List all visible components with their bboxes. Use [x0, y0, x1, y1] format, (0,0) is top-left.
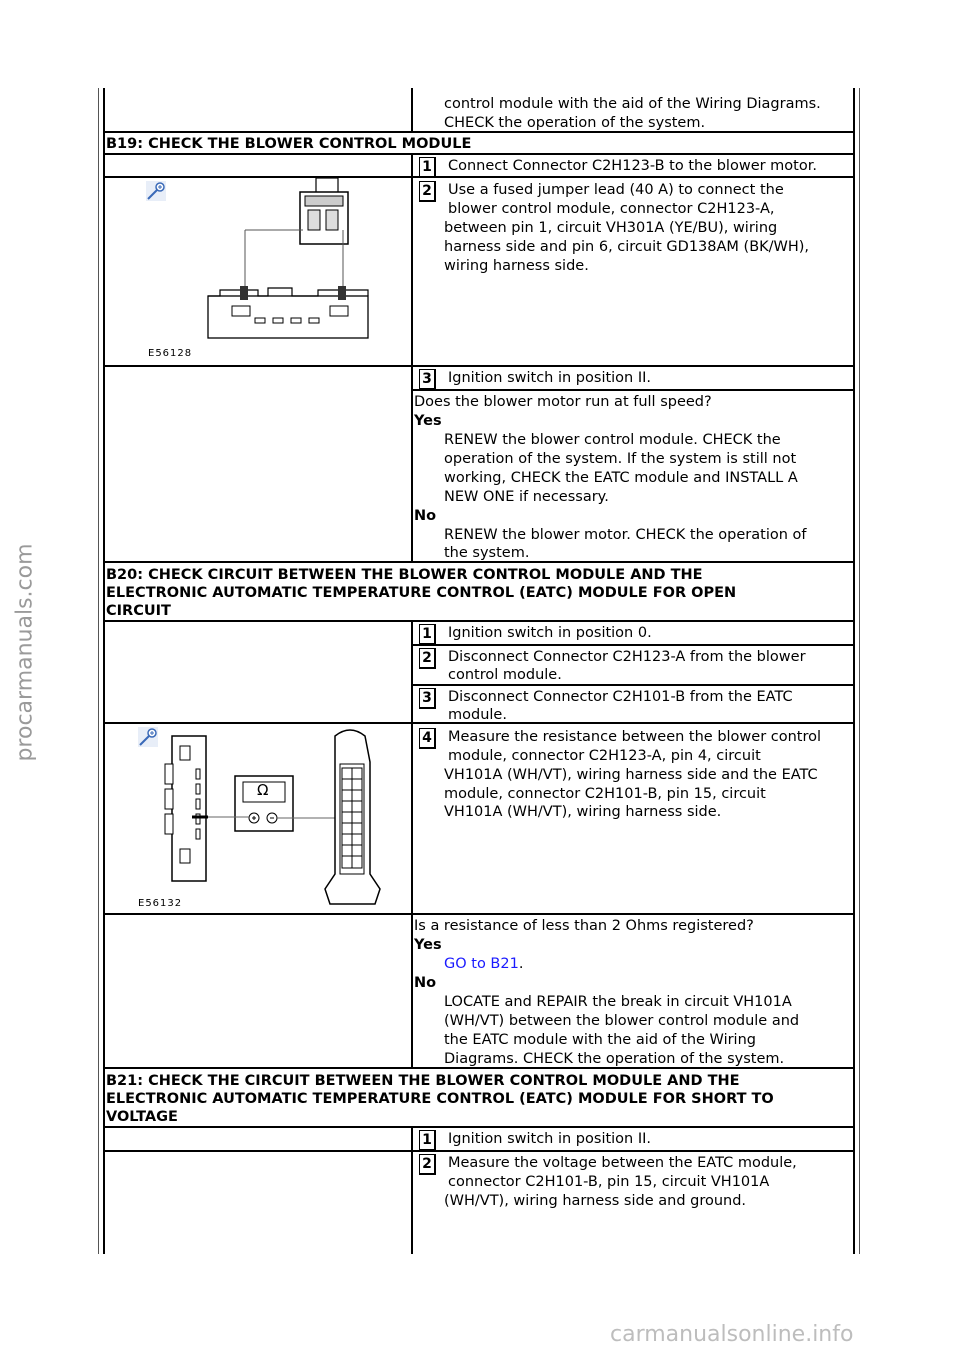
right-border	[853, 88, 855, 1254]
step-number: 1	[419, 157, 436, 178]
answer-text: working, CHECK the EATC module and INSTALL A	[444, 470, 798, 486]
left-margin-line	[98, 88, 99, 1254]
step-text: control module.	[448, 667, 562, 683]
step-text: Connect Connector C2H123-B to the blower motor.	[448, 158, 817, 174]
step-text: Disconnect Connector C2H123-A from the blower	[448, 649, 806, 665]
answer-text: (WH/VT) between the blower control module and	[444, 1013, 800, 1029]
rule	[104, 1126, 854, 1128]
step-text: wiring harness side.	[444, 258, 589, 274]
step-text: Measure the voltage between the EATC module,	[448, 1155, 797, 1171]
yes-label: Yes	[414, 937, 442, 953]
no-label: No	[414, 508, 437, 524]
figure-jumper-connector	[140, 178, 400, 363]
step-number: 4	[419, 728, 436, 749]
answer-text: the system.	[444, 545, 530, 561]
text-line: CHECK the operation of the system.	[444, 115, 706, 131]
ohm-symbol: Ω	[257, 781, 269, 799]
section-heading-b20: B20: CHECK CIRCUIT BETWEEN THE BLOWER CONTROL MODULE AND THE	[106, 567, 703, 583]
goto-b21-link[interactable]: GO to B21	[444, 956, 519, 972]
yes-label: Yes	[414, 413, 442, 429]
figure-ohmmeter-drawing	[130, 724, 405, 912]
right-margin-line	[859, 88, 860, 1254]
step-number: 1	[419, 624, 436, 645]
section-heading-b21: VOLTAGE	[106, 1109, 178, 1125]
step-text: between pin 1, circuit VH301A (YE/BU), wiring	[444, 220, 778, 236]
question-text: Is a resistance of less than 2 Ohms registered?	[414, 918, 754, 934]
rule	[412, 389, 854, 391]
step-number: 2	[419, 648, 436, 669]
section-heading-b21: ELECTRONIC AUTOMATIC TEMPERATURE CONTROL (EATC) MODULE FOR SHORT TO	[106, 1091, 774, 1107]
step-number: 2	[419, 181, 436, 202]
answer-text: RENEW the blower control module. CHECK the	[444, 432, 781, 448]
step-text: connector C2H101-B, pin 15, circuit VH101A	[448, 1174, 770, 1190]
step-text: Ignition switch in position II.	[448, 370, 652, 386]
answer-text: LOCATE and REPAIR the break in circuit VH101A	[444, 994, 792, 1010]
step-number: 1	[419, 1130, 436, 1151]
side-watermark: procarmanuals.com	[12, 543, 38, 762]
rule	[104, 1150, 854, 1152]
no-label: No	[414, 975, 437, 991]
step-text: Measure the resistance between the blower control	[448, 729, 822, 745]
section-heading-b19: B19: CHECK THE BLOWER CONTROL MODULE	[106, 136, 472, 152]
step-number: 3	[419, 688, 436, 709]
text-line: control module with the aid of the Wiring Diagrams.	[444, 96, 821, 112]
answer-text: the EATC module with the aid of the Wiring	[444, 1032, 756, 1048]
step-text: blower control module, connector C2H123-A,	[448, 201, 775, 217]
step-text: VH101A (WH/VT), wiring harness side.	[444, 804, 722, 820]
section-heading-b21: B21: CHECK THE CIRCUIT BETWEEN THE BLOWER CONTROL MODULE AND THE	[106, 1073, 740, 1089]
step-text: module.	[448, 707, 507, 723]
step-text: VH101A (WH/VT), wiring harness side and the EATC	[444, 767, 818, 783]
section-heading-b20: CIRCUIT	[106, 603, 171, 619]
figure-ohmmeter-connectors	[130, 724, 405, 912]
step-text: Use a fused jumper lead (40 A) to connect the	[448, 182, 784, 198]
step-text: Disconnect Connector C2H101-B from the EATC	[448, 689, 793, 705]
step-text: (WH/VT), wiring harness side and ground.	[444, 1193, 747, 1209]
figure-code: E56132	[138, 898, 183, 909]
rule	[104, 365, 854, 367]
answer-text: operation of the system. If the system is still not	[444, 451, 797, 467]
rule	[104, 620, 854, 622]
figure-code: E56128	[148, 348, 193, 359]
column-divider	[411, 621, 413, 1068]
section-heading-b20: ELECTRONIC AUTOMATIC TEMPERATURE CONTROL (EATC) MODULE FOR OPEN	[106, 585, 737, 601]
rule	[104, 153, 854, 155]
column-divider	[411, 88, 413, 132]
step-text: module, connector C2H101-B, pin 15, circuit	[444, 786, 766, 802]
step-number: 2	[419, 1154, 436, 1175]
column-divider	[411, 1127, 413, 1254]
answer-text	[444, 955, 523, 974]
rule	[412, 644, 854, 646]
punctuation: .	[518, 956, 524, 972]
question-text: Does the blower motor run at full speed?	[414, 394, 712, 410]
zoom-in-icon[interactable]	[138, 727, 158, 747]
step-text: harness side and pin 6, circuit GD138AM (BK/WH),	[444, 239, 810, 255]
step-text: Ignition switch in position 0.	[448, 625, 652, 641]
left-border	[103, 88, 105, 1254]
column-divider	[411, 153, 413, 562]
answer-text: Diagrams. CHECK the operation of the system.	[444, 1051, 785, 1067]
zoom-in-icon[interactable]	[146, 181, 166, 201]
step-text: Ignition switch in position II.	[448, 1131, 652, 1147]
figure-jumper-connector-drawing	[140, 178, 400, 363]
answer-text: RENEW the blower motor. CHECK the operation of	[444, 527, 807, 543]
bottom-watermark: carmanualsonline.info	[610, 1322, 854, 1347]
rule	[104, 913, 854, 915]
step-text: module, connector C2H123-A, pin 4, circuit	[448, 748, 761, 764]
answer-text: NEW ONE if necessary.	[444, 489, 609, 505]
step-number: 3	[419, 369, 436, 390]
